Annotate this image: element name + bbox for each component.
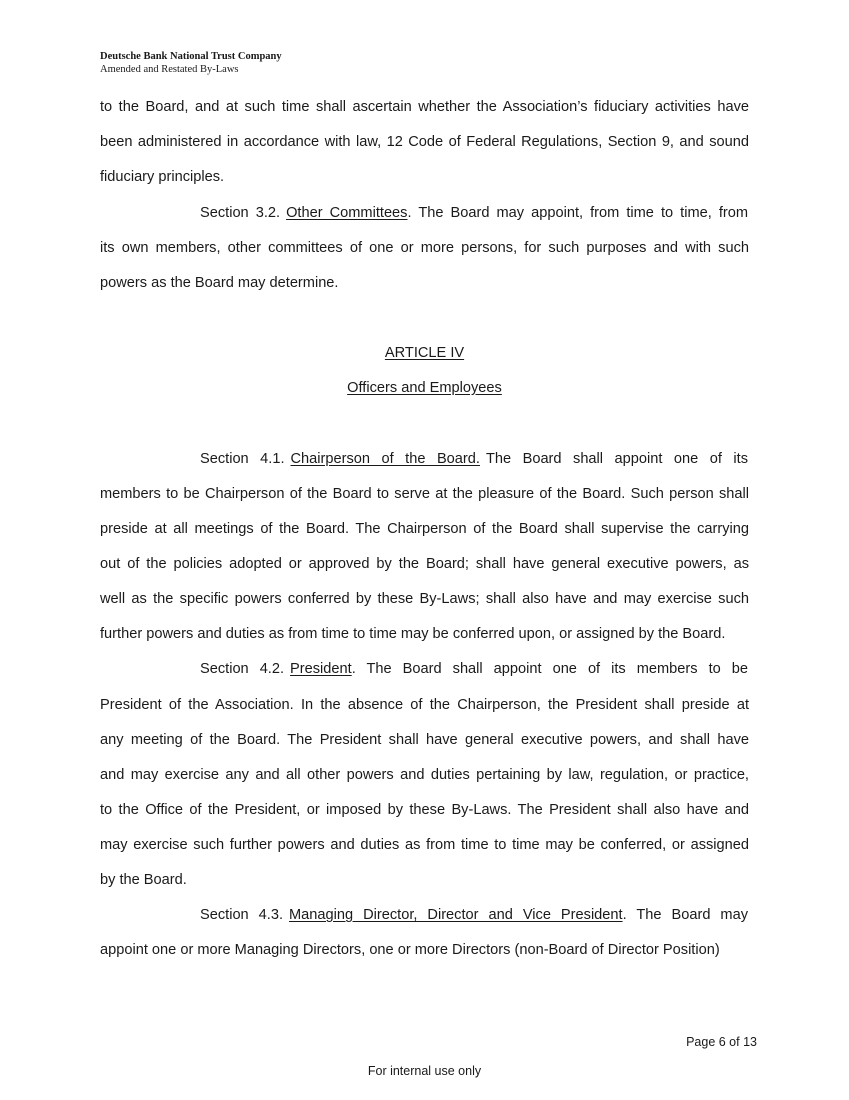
paragraph-line: fiduciary principles. xyxy=(100,169,225,185)
section-text: The Board shall appoint one of its xyxy=(485,451,748,467)
document-subtitle: Amended and Restated By-Laws xyxy=(100,64,239,75)
paragraph-line: President of the Association. In the absence of the Chairperson, the President shall preside at xyxy=(100,697,749,713)
article-subheading xyxy=(100,378,749,398)
paragraph-line: members to be Chairperson of the Board to serve at the pleasure of the Board. Such person shall xyxy=(100,486,749,502)
section-title: Other Committees xyxy=(286,205,408,221)
section-4-1-heading-line xyxy=(200,449,748,469)
paragraph-line: appoint one or more Managing Directors, one or more Directors (non-Board of Director Position) xyxy=(100,942,720,958)
paragraph-line: to the Office of the President, or imposed by these By-Laws. The President shall also have and xyxy=(100,802,749,818)
paragraph-line: and may exercise any and all other powers and duties pertaining by law, regulation, or practice, xyxy=(100,767,749,783)
section-number: Section 4.2. xyxy=(200,661,285,677)
paragraph-line: further powers and duties as from time to time may be conferred upon, or assigned by the Board. xyxy=(100,626,726,642)
paragraph-line: well as the specific powers conferred by these By-Laws; shall also have and may exercise such xyxy=(100,591,749,607)
section-text: . The Board shall appoint one of its members to be xyxy=(351,661,749,677)
classification-note: For internal use only xyxy=(367,1064,482,1078)
paragraph-line: its own members, other committees of one or more persons, for such purposes and with such xyxy=(100,240,749,256)
paragraph-line: powers as the Board may determine. xyxy=(100,275,339,291)
section-text: . The Board may appoint, from time to time, from xyxy=(407,205,749,221)
section-3-2-heading-line xyxy=(200,203,748,223)
section-number: Section 4.1. xyxy=(200,451,285,467)
paragraph-line: any meeting of the Board. The President shall have general executive powers, and shall have xyxy=(100,732,749,748)
paragraph-line: been administered in accordance with law, 12 Code of Federal Regulations, Section 9, and sound xyxy=(100,134,749,150)
article-subheading-text: Officers and Employees xyxy=(347,380,502,396)
paragraph-line: may exercise such further powers and duties as from time to time may be conferred, or assigned xyxy=(100,837,749,853)
paragraph-line: out of the policies adopted or approved by the Board; shall have general executive powers, as xyxy=(100,556,749,572)
section-title: Managing Director, Director and Vice President xyxy=(289,907,623,923)
section-number: Section 4.3. xyxy=(200,907,284,923)
section-title: Chairperson of the Board. xyxy=(290,451,480,467)
paragraph-line: preside at all meetings of the Board. The Chairperson of the Board shall supervise the carrying xyxy=(100,521,749,537)
company-name: Deutsche Bank National Trust Company xyxy=(100,51,282,62)
document-header xyxy=(100,50,282,76)
article-heading-text: ARTICLE IV xyxy=(384,345,465,361)
page-number: Page 6 of 13 xyxy=(686,1035,757,1049)
paragraph-line: to the Board, and at such time shall ascertain whether the Association’s fiduciary activities have xyxy=(100,99,749,115)
section-4-3-heading-line xyxy=(200,905,748,925)
section-4-2-heading-line xyxy=(200,659,748,679)
article-heading xyxy=(100,343,749,363)
section-text: . The Board may xyxy=(622,907,749,923)
paragraph-line: by the Board. xyxy=(100,872,187,888)
section-number: Section 3.2. xyxy=(200,205,281,221)
section-title: President xyxy=(290,661,352,677)
